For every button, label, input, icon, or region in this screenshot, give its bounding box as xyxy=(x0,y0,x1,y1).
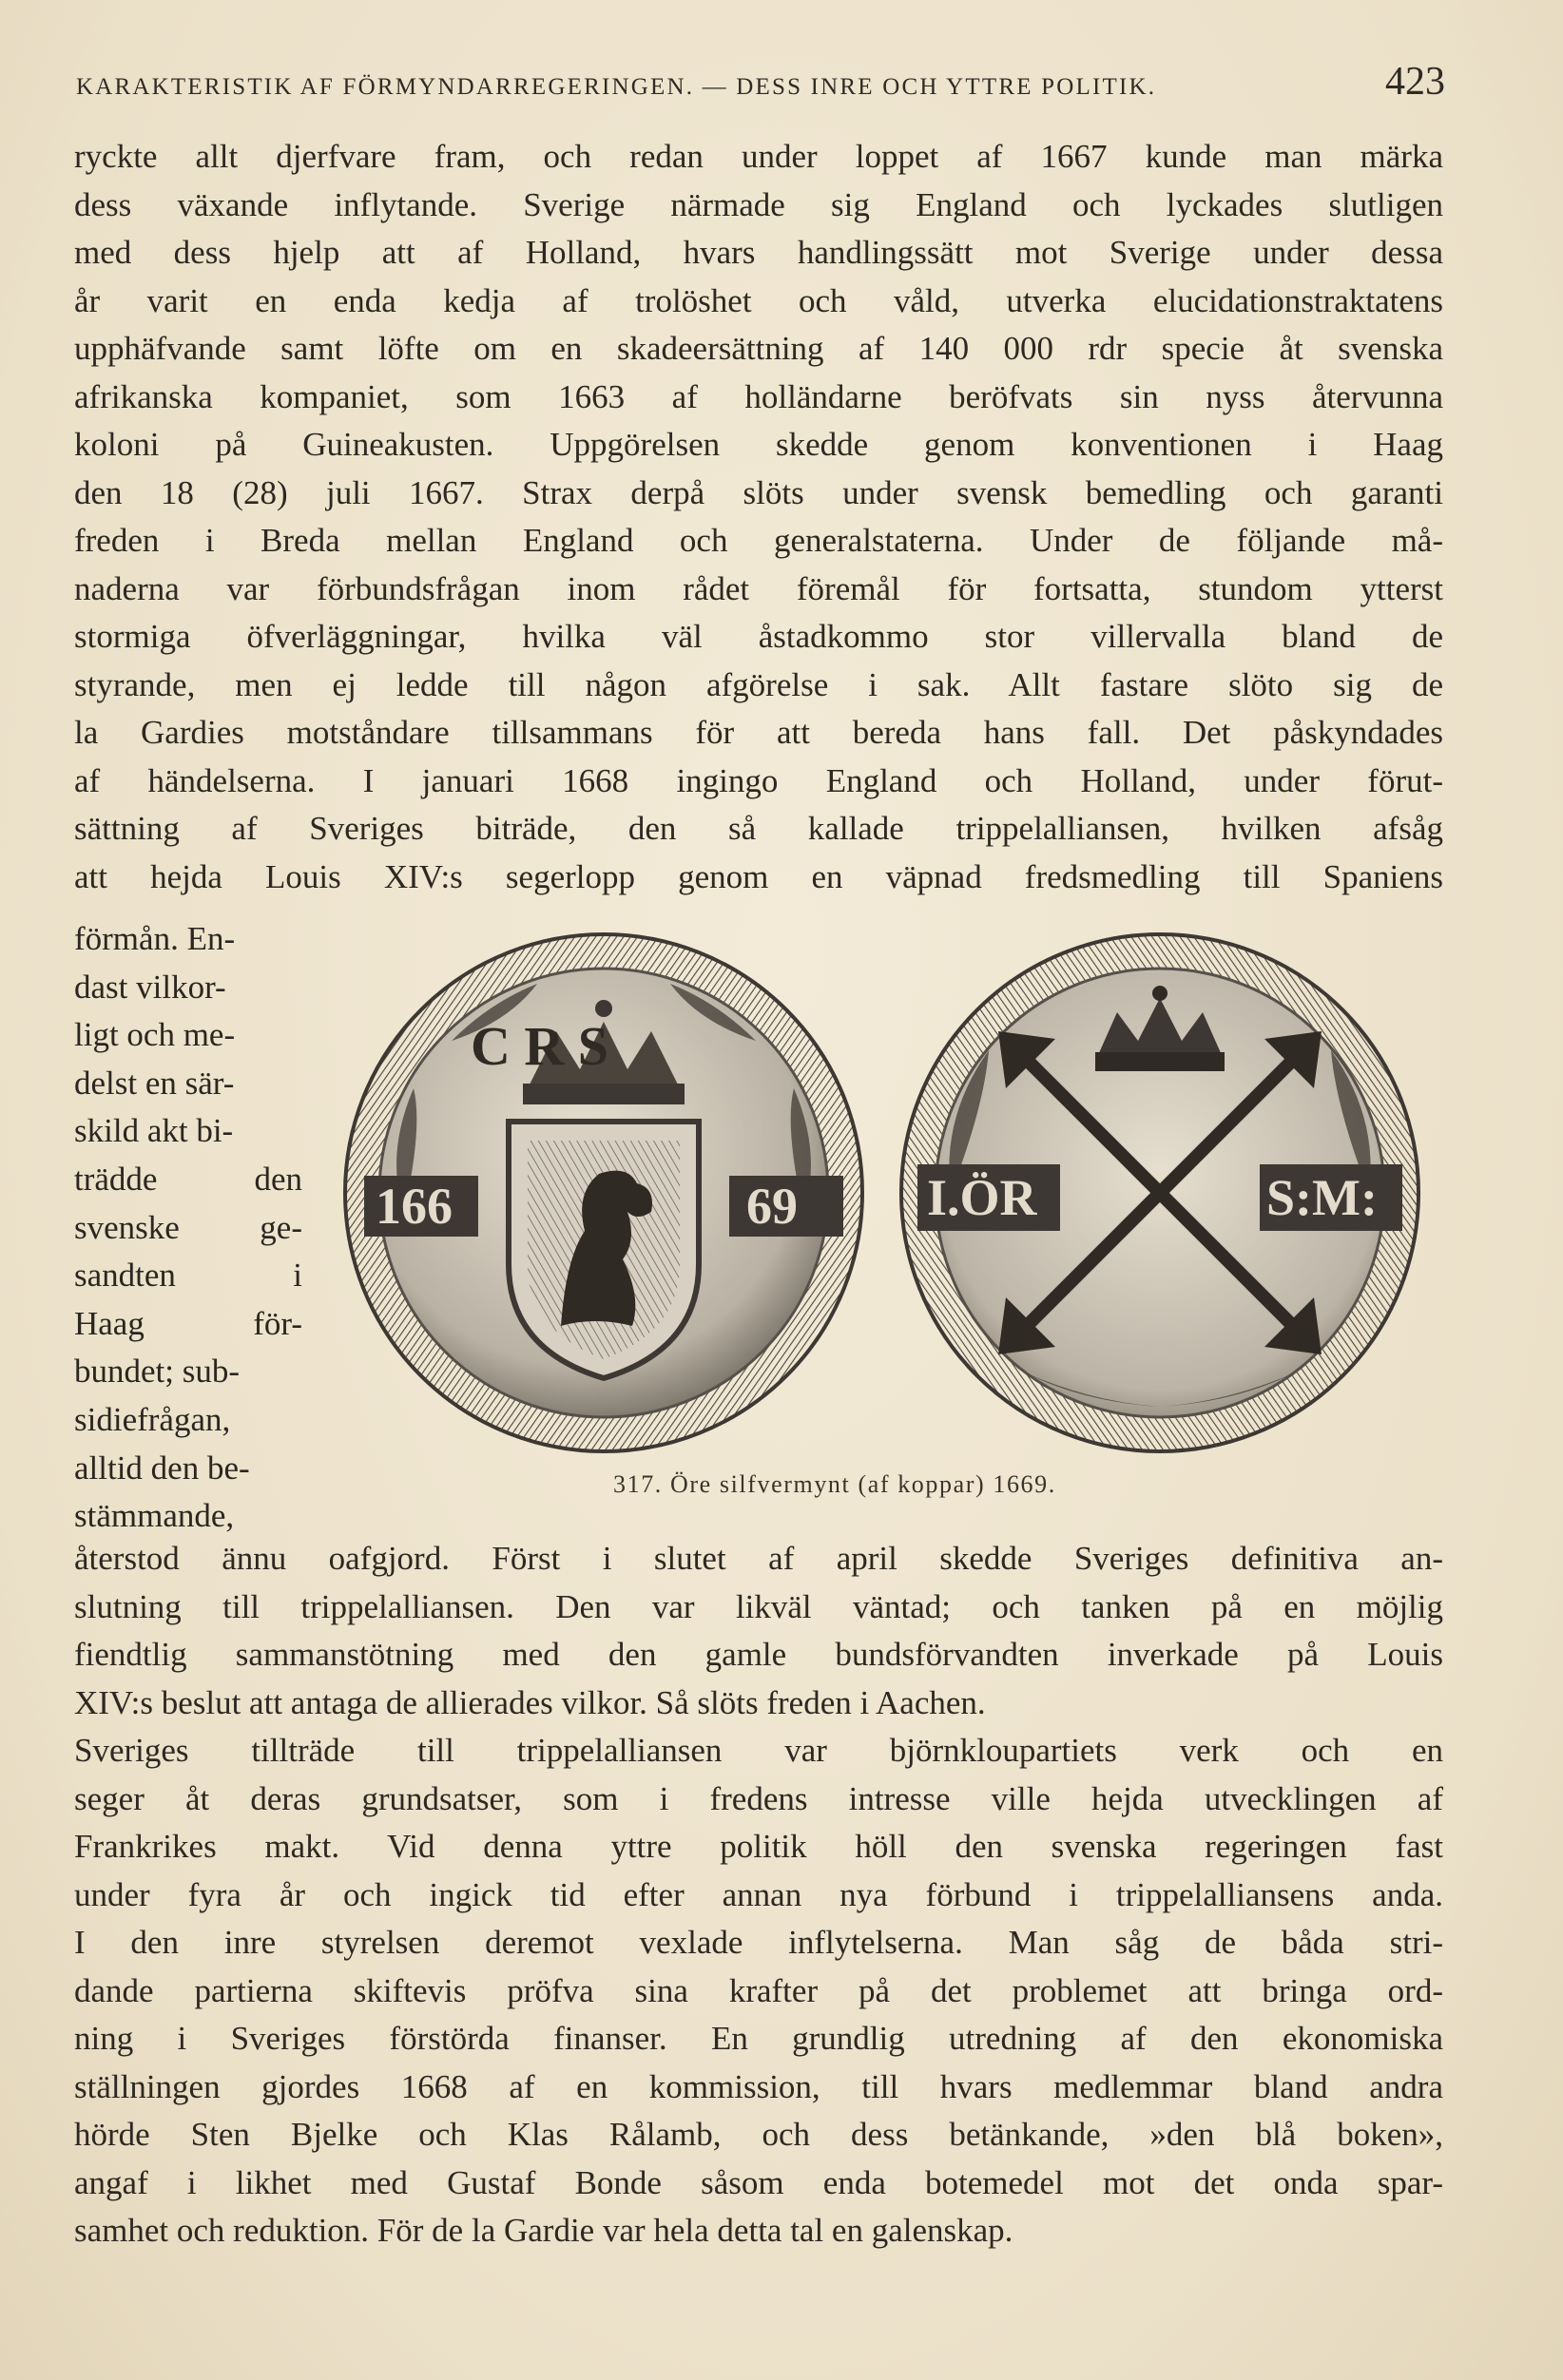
text-line xyxy=(74,1396,302,1445)
coin-denomination-left: I.ÖR xyxy=(927,1169,1037,1226)
text-line: seger åt deras grundsatser, som i fredens intresse ville hejda utvecklingen af xyxy=(74,1779,1443,1817)
text-fragment: dast vilkor- xyxy=(74,968,226,1006)
text-fragment: för- xyxy=(253,1304,302,1342)
text-line: af händelserna. I januari 1668 ingingo England och Holland, under förut- xyxy=(74,761,1443,799)
text-line: ning i Sveriges förstörda finanser. En grundlig utredning af den ekonomiska xyxy=(74,2020,1443,2057)
coin-year-right: 69 xyxy=(746,1178,798,1235)
text-line xyxy=(74,1348,302,1396)
text-line xyxy=(74,1445,302,1493)
figure-caption: 317. Öre silfvermynt (af koppar) 1669. xyxy=(613,1470,1056,1498)
text-line: år varit en enda kedja af trolöshet och våld, utverka elucidationstraktatens xyxy=(74,281,1443,319)
running-head-title: KARAKTERISTIK AF FÖRMYNDARREGERINGEN. — DESS INRE OCH YTTRE POLITIK. xyxy=(76,74,1157,100)
text-line: under fyra år och ingick tid efter annan nya förbund i trippelalliansens anda. xyxy=(74,1875,1443,1913)
text-line: återstod ännu oafgjord. Först i slutet af april skedde Sveriges definitiva an- xyxy=(74,1540,1443,1577)
text-fragment: stämmande, xyxy=(74,1497,235,1535)
text-line: med dess hjelp att af Holland, hvars handlingssätt mot Sverige under dessa xyxy=(74,234,1443,271)
text-line: I den inre styrelsen deremot vexlade inflytelserna. Man såg de båda stri- xyxy=(74,1924,1443,1961)
text-fragment: förmån. En- xyxy=(74,920,236,957)
text-fragment: svenske xyxy=(74,1208,180,1246)
text-fragment: skild akt bi- xyxy=(74,1112,234,1150)
text-line xyxy=(74,1107,302,1156)
text-line xyxy=(74,915,302,964)
text-fragment: delst en sär- xyxy=(74,1064,235,1102)
text-line: styrande, men ej ledde till någon afgörelse i sak. Allt fastare slöto sig de xyxy=(74,665,1443,703)
text-line: XIV:s beslut att antaga de allierades vilkor. Så slöts freden i Aachen. xyxy=(74,1683,986,1721)
coin-reverse-image xyxy=(894,927,1426,1459)
text-line xyxy=(74,1204,302,1253)
coin-year-left: 166 xyxy=(376,1178,453,1235)
paragraph-top xyxy=(74,133,1443,901)
coin-denomination-right: S:M: xyxy=(1266,1169,1378,1226)
text-line xyxy=(74,1156,302,1204)
text-line: hörde Sten Bjelke och Klas Rålamb, och dess betänkande, »den blå boken», xyxy=(74,2116,1443,2153)
coin-obverse-legend: C R S xyxy=(471,1015,609,1077)
text-fragment: bundet; sub- xyxy=(74,1353,241,1391)
text-fragment: sidiefrågan, xyxy=(74,1400,231,1438)
text-line xyxy=(74,964,302,1012)
text-line: freden i Breda mellan England och generalstaterna. Under de följande må- xyxy=(74,522,1443,559)
text-line: slutning till trippelalliansen. Den var likväl väntad; och tanken på en möjlig xyxy=(74,1587,1443,1625)
text-line xyxy=(74,1252,302,1300)
coin-obverse-image xyxy=(338,927,870,1459)
text-line: stormiga öfverläggningar, hvilka väl åstadkommo stor villervalla bland de xyxy=(74,618,1443,655)
text-fragment: Haag xyxy=(74,1304,145,1342)
text-line: ställningen gjordes 1668 af en kommission, till hvars medlemmar bland andra xyxy=(74,2067,1443,2105)
text-fragment: alltid den be- xyxy=(74,1449,250,1487)
text-line: samhet och reduktion. För de la Gardie var hela detta tal en galenskap. xyxy=(74,2212,1013,2249)
text-line: att hejda Louis XIV:s segerlopp genom en väpnad fredsmedling till Spaniens xyxy=(74,857,1443,895)
text-line xyxy=(74,1492,302,1541)
page-number: 423 xyxy=(1385,60,1445,104)
text-fragment: i xyxy=(293,1257,302,1295)
text-fragment: trädde xyxy=(74,1160,158,1198)
text-line: koloni på Guineakusten. Uppgörelsen skedde genom konventionen i Haag xyxy=(74,426,1443,463)
text-line: sättning af Sveriges biträde, den så kallade trippelalliansen, hvilken afsåg xyxy=(74,810,1443,847)
text-line: angaf i likhet med Gustaf Bonde såsom enda botemedel mot det onda spar- xyxy=(74,2163,1443,2201)
text-line: upphäfvande samt löfte om en skadeersättning af 140 000 rdr specie åt svenska xyxy=(74,330,1443,367)
text-fragment: ge- xyxy=(260,1208,302,1246)
text-line: Frankrikes makt. Vid denna yttre politik höll den svenska regeringen fast xyxy=(74,1828,1443,1865)
paragraph-wrap-beside-figure xyxy=(74,915,302,1541)
text-line: Sveriges tillträde till trippelalliansen var björnkloupartiets verk och en xyxy=(74,1732,1443,1769)
text-fragment: sandten xyxy=(74,1257,176,1295)
text-line: fiendtlig sammanstötning med den gamle bundsförvandten inverkade på Louis xyxy=(74,1636,1443,1673)
text-line xyxy=(74,1011,302,1060)
paragraph-bottom xyxy=(74,1535,1443,2255)
text-line: la Gardies motståndare tillsammans för att bereda hans fall. Det påskyndades xyxy=(74,714,1443,751)
text-line xyxy=(74,1060,302,1108)
lion-shield-icon xyxy=(509,1122,699,1378)
text-fragment: ligt och me- xyxy=(74,1016,236,1054)
text-line: den 18 (28) juli 1667. Strax derpå slöts under svensk bemedling och garanti xyxy=(74,473,1443,511)
running-head xyxy=(76,59,1445,116)
text-line: dess växande inflytande. Sverige närmade sig England och lyckades slutligen xyxy=(74,185,1443,223)
text-fragment: den xyxy=(254,1160,302,1198)
coin-figure xyxy=(338,927,1459,1516)
text-line: dande partierna skiftevis pröfva sina krafter på det problemet att bringa ord- xyxy=(74,1971,1443,2009)
text-line: ryckte allt djerfvare fram, och redan under loppet af 1667 kunde man märka xyxy=(74,138,1443,175)
text-line: naderna var förbundsfrågan inom rådet föremål för fortsatta, stundom ytterst xyxy=(74,569,1443,607)
text-line: afrikanska kompaniet, som 1663 af holländarne beröfvats sin nyss återvunna xyxy=(74,377,1443,415)
text-line xyxy=(74,1300,302,1349)
